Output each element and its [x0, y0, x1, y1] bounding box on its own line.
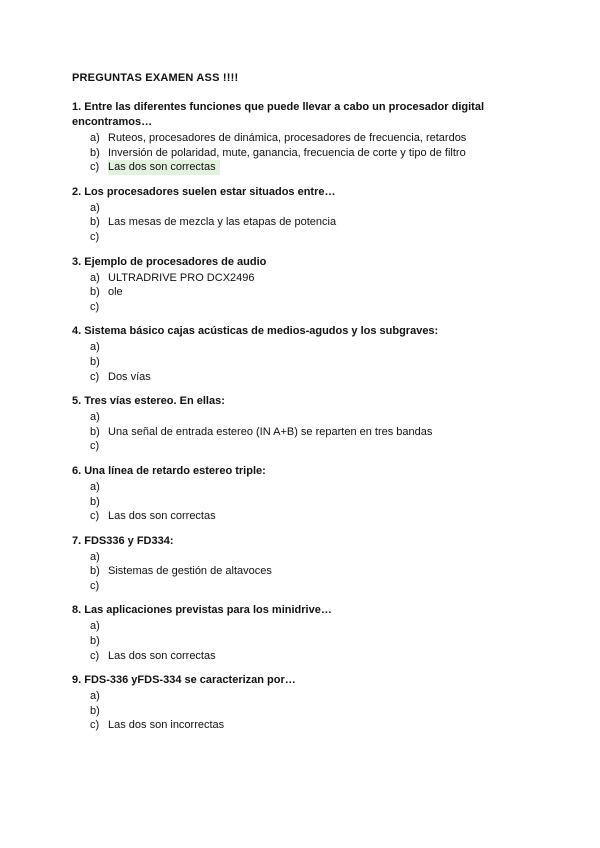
- option-item: [72, 131, 540, 146]
- question-list: [72, 100, 540, 733]
- option-item: [72, 564, 540, 579]
- option-letter: a): [90, 201, 100, 214]
- option-letter: b): [90, 425, 100, 438]
- option-letter: a): [90, 620, 100, 633]
- option-letter: a): [90, 341, 100, 354]
- option-letter: b): [90, 635, 100, 648]
- option-list: [72, 480, 540, 524]
- question-text: 5. Tres vías estereo. En ellas:: [72, 395, 225, 408]
- option-letter: c): [90, 161, 100, 174]
- option-letter: a): [90, 132, 100, 144]
- question-7: [72, 534, 540, 594]
- option-item: [72, 160, 540, 175]
- option-item: [72, 649, 540, 664]
- option-list: [72, 619, 540, 663]
- option-list: [72, 340, 540, 384]
- option-text: ole: [108, 286, 123, 299]
- option-text: Las mesas de mezcla y las etapas de potencia: [108, 216, 337, 229]
- option-letter: c): [90, 649, 100, 662]
- option-text: ULTRADRIVE PRO DCX2496: [108, 271, 255, 284]
- question-text: 7. FDS336 y FD334:: [72, 534, 174, 547]
- option-letter: c): [90, 440, 100, 453]
- option-letter: a): [90, 550, 100, 563]
- question-9: [72, 673, 540, 733]
- question-text: 9. FDS-336 yFDS-334 se caracterizan por…: [72, 674, 296, 687]
- option-list: [72, 550, 540, 594]
- option-item: [72, 370, 540, 385]
- option-text: Las dos son incorrectas: [108, 719, 225, 732]
- option-letter: c): [90, 230, 100, 243]
- option-text: Las dos son correctas: [108, 649, 216, 662]
- option-item: [72, 355, 540, 370]
- option-list: [72, 131, 540, 175]
- option-letter: c): [90, 300, 100, 313]
- option-text: Las dos son correctas: [108, 510, 216, 523]
- option-item: [72, 579, 540, 594]
- option-item: [72, 509, 540, 524]
- option-item: [72, 146, 540, 161]
- option-item: [72, 230, 540, 245]
- option-item: [72, 439, 540, 454]
- question-6: [72, 464, 540, 524]
- option-letter: b): [90, 355, 100, 368]
- question-1: [72, 100, 540, 175]
- option-letter: c): [90, 510, 100, 523]
- question-text: 8. Las aplicaciones previstas para los minidrive…: [72, 604, 332, 617]
- option-item: [72, 550, 540, 565]
- question-text: 4. Sistema básico cajas acústicas de medios-agudos y los subgraves:: [72, 325, 439, 338]
- question-8: [72, 603, 540, 663]
- option-item: [72, 718, 540, 733]
- option-item: [72, 300, 540, 315]
- option-item: [72, 285, 540, 300]
- option-item: [72, 215, 540, 230]
- question-text: 6. Una línea de retardo estereo triple:: [72, 464, 266, 477]
- option-letter: a): [90, 411, 100, 424]
- option-letter: a): [90, 690, 100, 703]
- option-item: [72, 410, 540, 425]
- option-item: [72, 704, 540, 719]
- option-item: [72, 201, 540, 216]
- option-item: [72, 689, 540, 704]
- option-item: [72, 619, 540, 634]
- option-letter: b): [90, 286, 100, 299]
- option-list: [72, 271, 540, 315]
- highlighted-answer: Las dos son correctas: [108, 160, 220, 175]
- question-3: [72, 255, 540, 315]
- option-letter: a): [90, 480, 100, 493]
- option-letter: b): [90, 216, 100, 229]
- question-2: [72, 185, 540, 245]
- document-title: PREGUNTAS EXAMEN ASS !!!!: [72, 72, 239, 84]
- question-text: 3. Ejemplo de procesadores de audio: [72, 255, 267, 268]
- option-letter: a): [90, 271, 100, 284]
- option-list: [72, 410, 540, 454]
- option-text: Una señal de entrada estereo (IN A+B) se reparten en tres bandas: [108, 425, 433, 438]
- option-item: [72, 425, 540, 440]
- option-text: Sistemas de gestión de altavoces: [108, 565, 272, 578]
- option-item: [72, 495, 540, 510]
- question-text: 1. Entre las diferentes funciones que puede llevar a cabo un procesador digital encontramos…: [72, 101, 485, 128]
- option-item: [72, 634, 540, 649]
- option-letter: c): [90, 719, 100, 732]
- question-text: 2. Los procesadores suelen estar situados entre…: [72, 185, 336, 198]
- option-text: Inversión de polaridad, mute, ganancia, frecuencia de corte y tipo de filtro: [108, 146, 466, 159]
- option-list: [72, 689, 540, 733]
- option-item: [72, 480, 540, 495]
- option-item: [72, 271, 540, 286]
- option-list: [72, 201, 540, 245]
- option-letter: c): [90, 370, 100, 383]
- option-letter: b): [90, 495, 100, 508]
- option-text: Dos vías: [108, 370, 151, 383]
- option-letter: b): [90, 565, 100, 578]
- option-letter: c): [90, 579, 100, 592]
- question-5: [72, 394, 540, 454]
- option-text: Ruteos, procesadores de dinámica, procesadores de frecuencia, retardos: [108, 132, 467, 144]
- option-item: [72, 340, 540, 355]
- question-4: [72, 324, 540, 384]
- option-letter: b): [90, 704, 100, 717]
- option-letter: b): [90, 146, 100, 159]
